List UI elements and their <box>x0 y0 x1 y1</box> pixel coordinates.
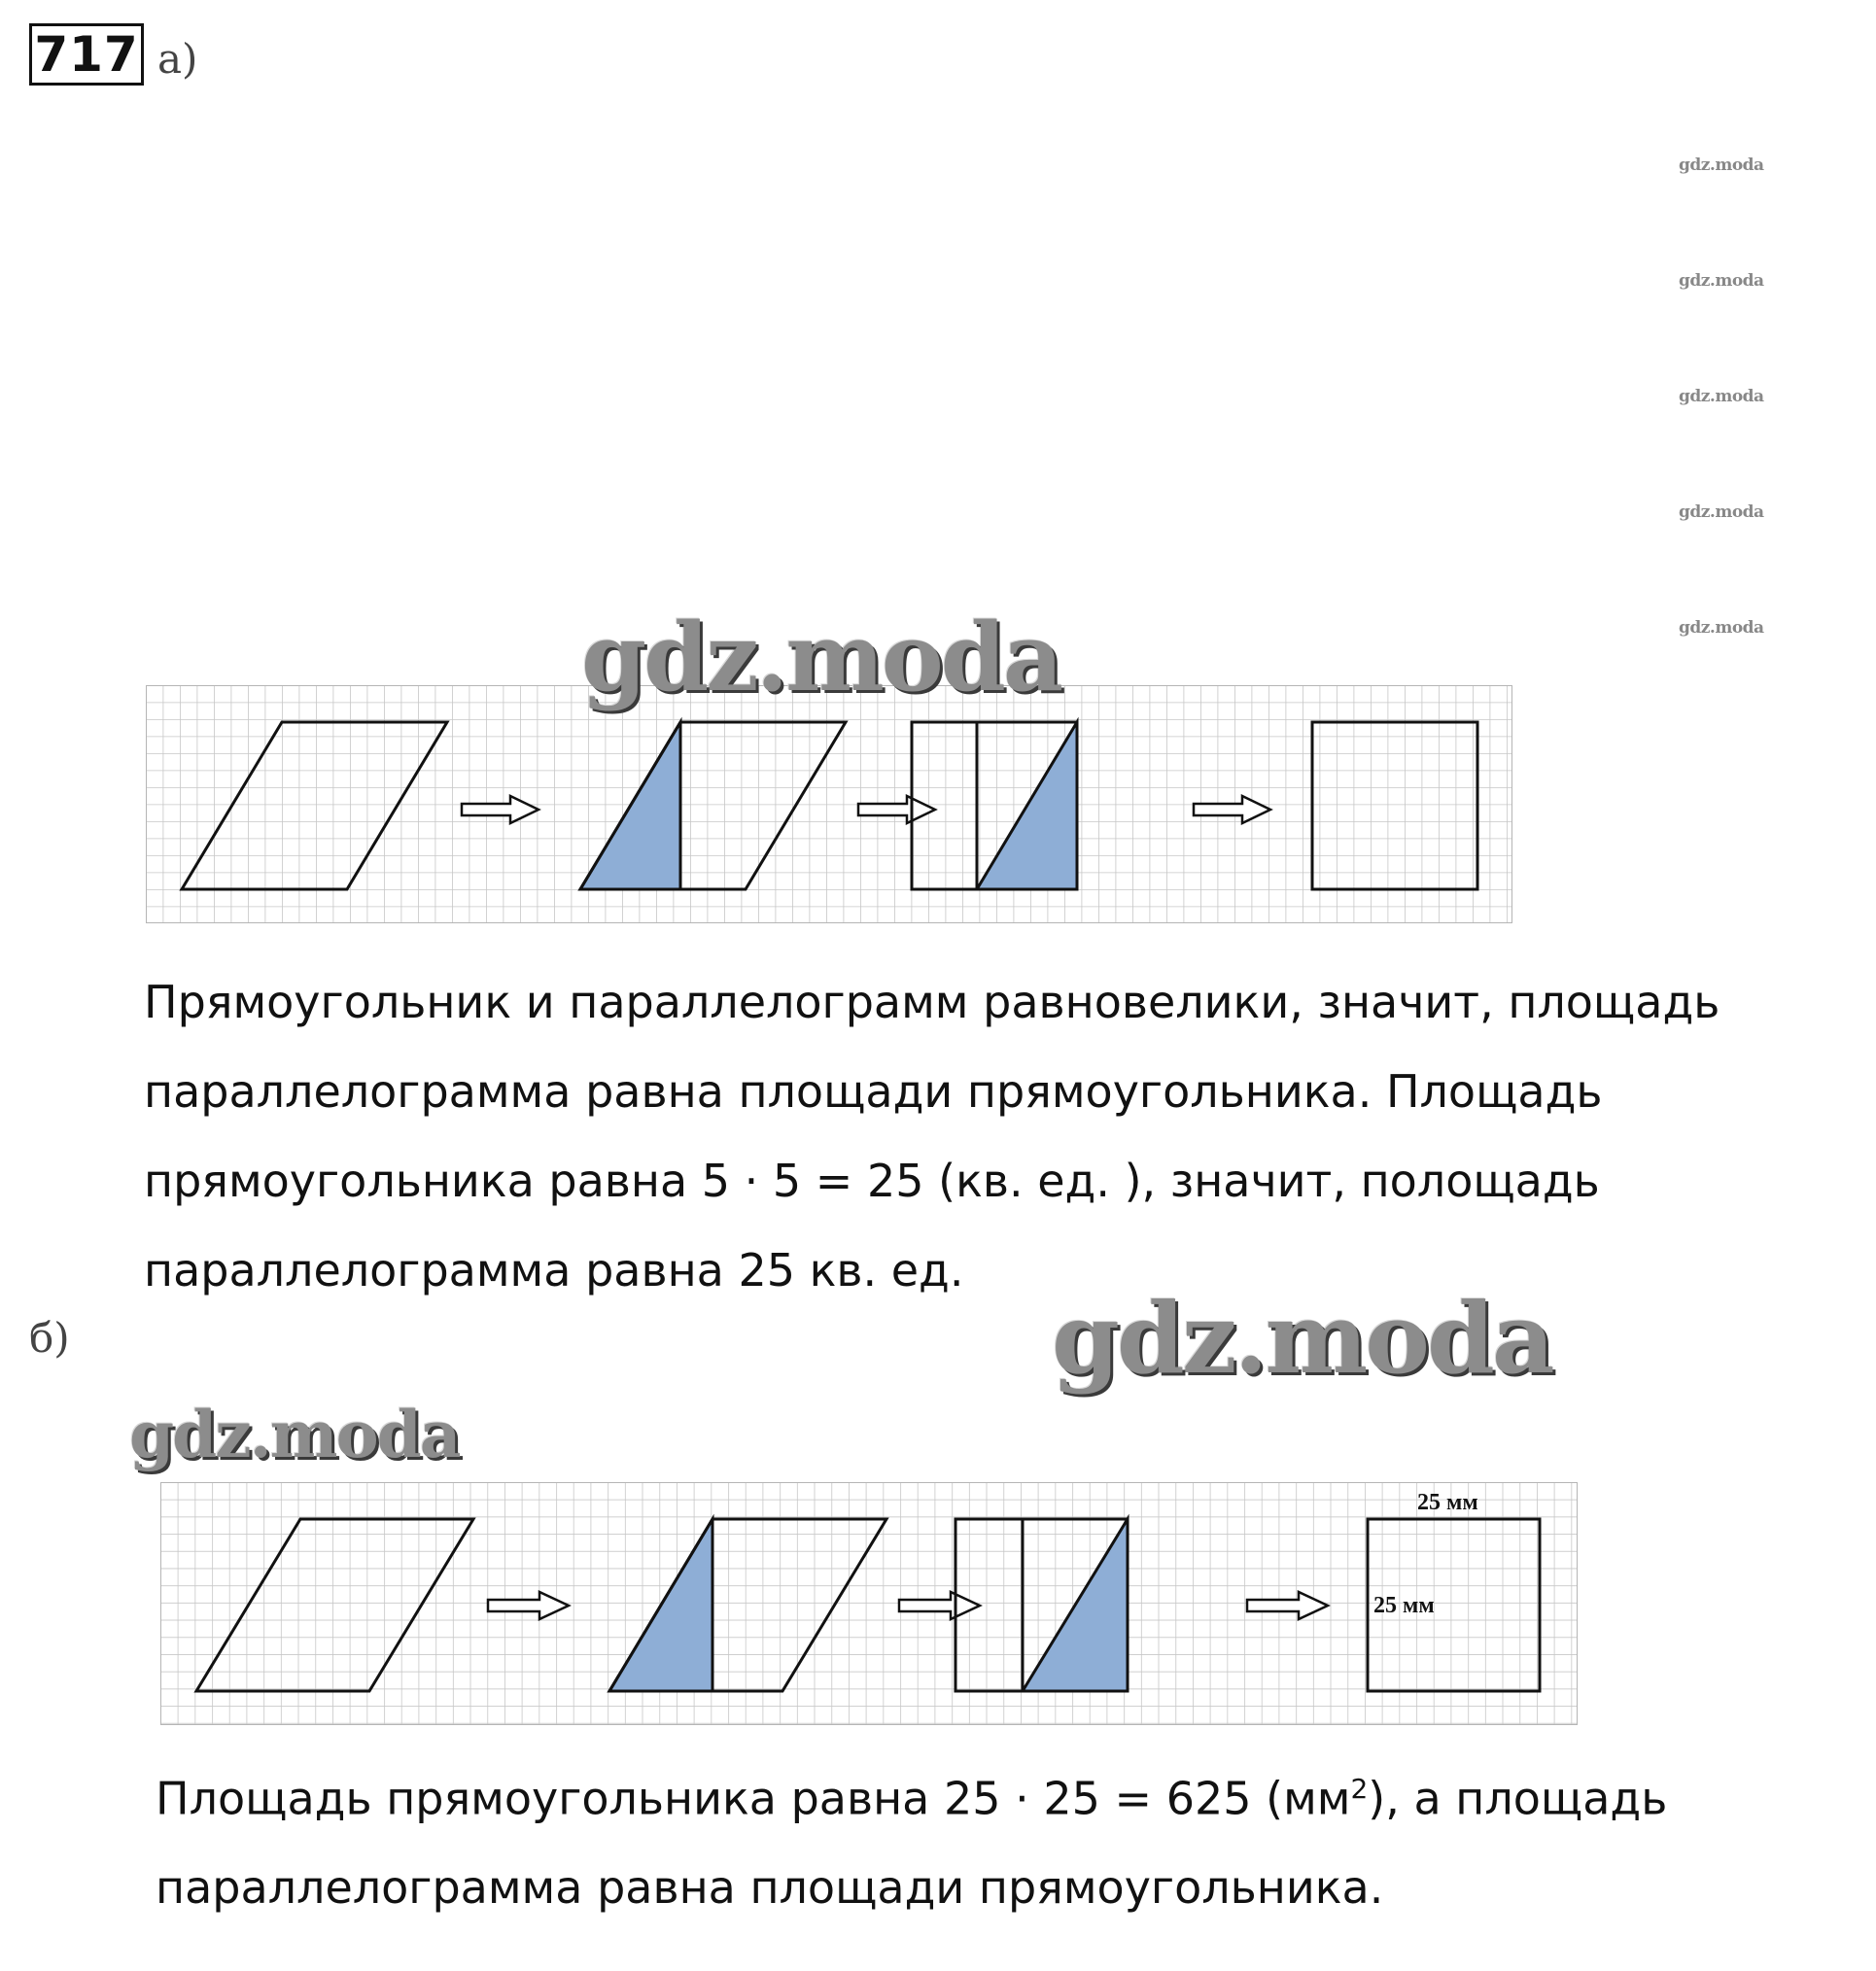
solution-text-b <box>156 1745 1667 1932</box>
task-number: 717 <box>29 23 144 86</box>
solution-text-a <box>144 957 1720 1315</box>
text-segment: Площадь прямоугольника равна 25 · 25 = 625 (мм <box>156 1772 1351 1825</box>
side-dimension-label: 25 мм <box>1373 1593 1435 1618</box>
part-a-label: а) <box>157 35 198 83</box>
diagram-b <box>160 1482 1578 1725</box>
watermark-big: gdz.moda <box>581 603 1061 712</box>
part-b-label: б) <box>29 1314 70 1362</box>
text-line: параллелограмма равна площади прямоугольника. Площадь <box>144 1065 1603 1118</box>
text-line <box>156 1745 1667 1843</box>
text-segment: ), а площадь <box>1368 1772 1668 1825</box>
text-line: параллелограмма равна площади прямоугольника. <box>156 1861 1384 1915</box>
watermark-small: gdz.moda <box>1679 271 1764 291</box>
watermark-small: gdz.moda <box>1679 387 1764 406</box>
top-dimension-label: 25 мм <box>1417 1490 1478 1515</box>
text-line: прямоугольника равна 5 · 5 = 25 (кв. ед. ), значит, полощадь <box>144 1155 1600 1207</box>
text-line: параллелограмма равна 25 кв. ед. <box>144 1244 964 1297</box>
watermark-big: gdz.moda <box>1052 1281 1552 1396</box>
watermark-small: gdz.moda <box>1679 618 1764 638</box>
watermark-small: gdz.moda <box>1679 502 1764 522</box>
diagram-a <box>146 685 1512 923</box>
watermark-big: gdz.moda <box>129 1397 460 1472</box>
watermark-small: gdz.moda <box>1679 156 1764 175</box>
superscript: 2 <box>1350 1773 1369 1805</box>
text-line: Прямоугольник и параллелограмм равновелики, значит, площадь <box>144 976 1720 1028</box>
